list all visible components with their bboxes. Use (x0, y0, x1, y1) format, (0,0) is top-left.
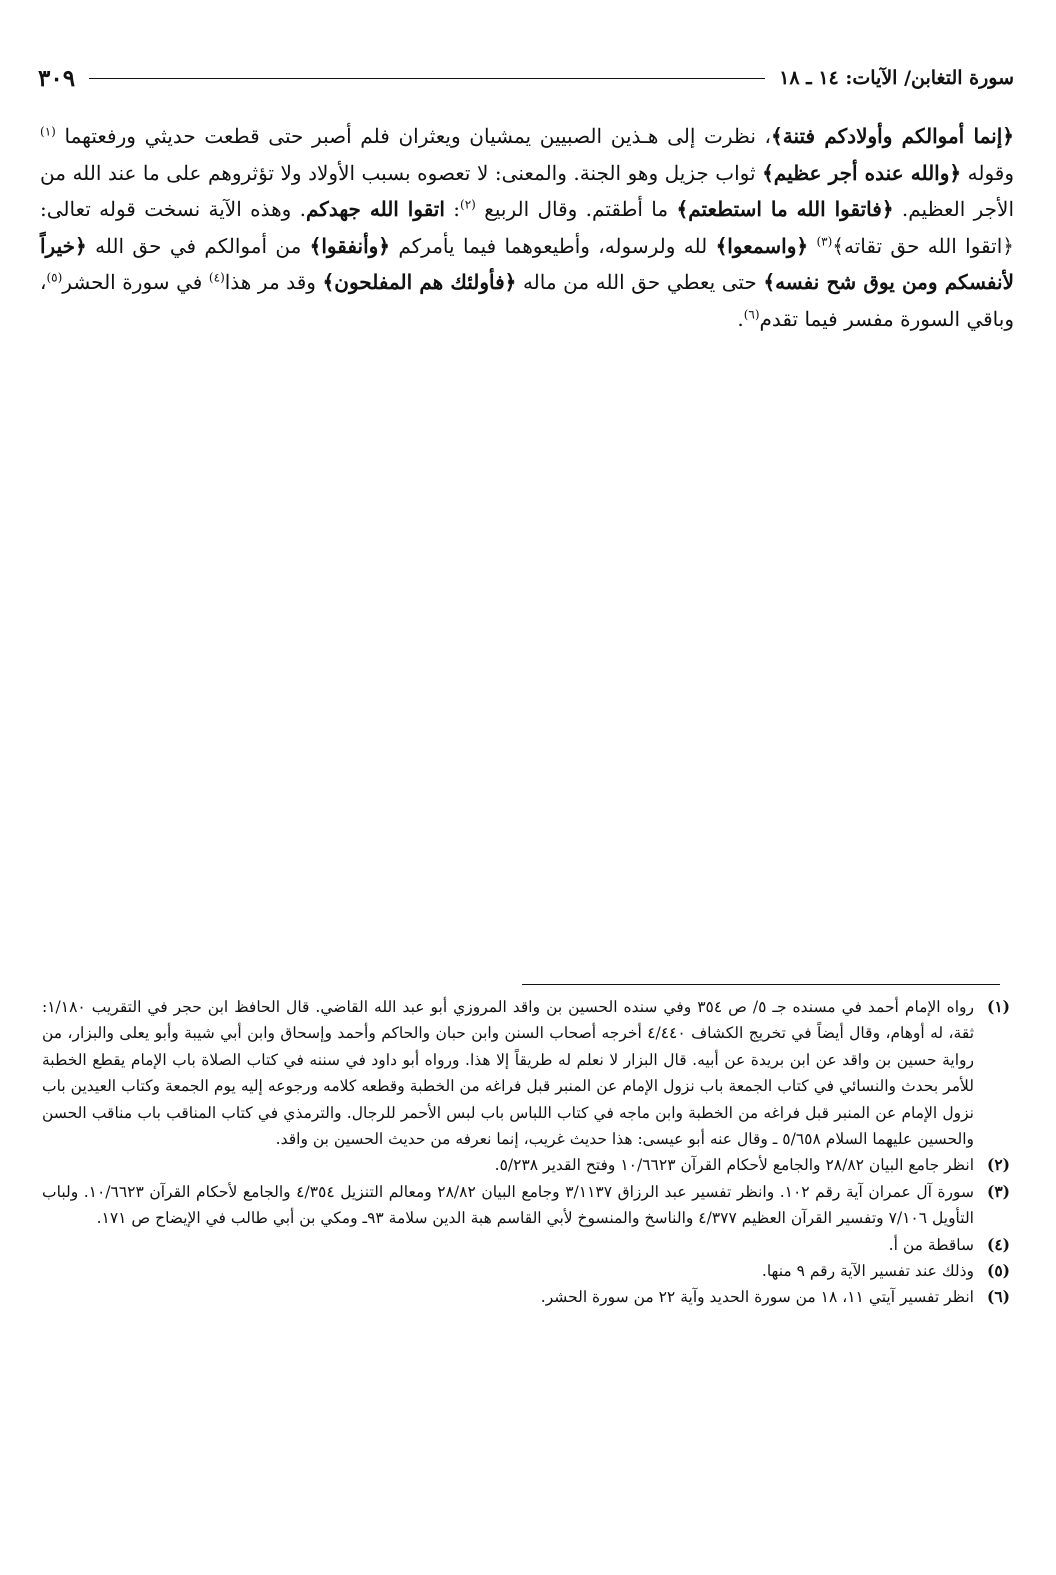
footnote-ref: (٥) (46, 270, 63, 285)
footnote-text: وذلك عند تفسير الآية رقم ٩ منها. (761, 1262, 974, 1281)
text-run: ما أطقتم. وقال الربيع (475, 197, 677, 221)
text-run: لله ولرسوله، وأطيعوهما فيما يأمركم (390, 233, 716, 258)
footnote-item (42, 1152, 1010, 1178)
footnote-text: انظر جامع البيان ٢٨/٨٢ والجامع لأحكام القرآن ١٠/٦٦٢٣ وفتح القدير ٥/٢٣٨. (494, 1156, 974, 1175)
text-run: وقد مر هذا (224, 270, 323, 294)
footnote-number: (٦) (986, 1287, 1010, 1307)
footnote-ref: (٦) (743, 306, 760, 321)
page-number: ٣٠٩ (38, 64, 76, 92)
quran-quote: ﴿وأنفقوا﴾ (309, 233, 390, 258)
quran-quote: ﴿واسمعوا﴾ (715, 233, 809, 258)
footnote-item (42, 1232, 1010, 1258)
text-run: في سورة الحشر (62, 270, 209, 294)
footnote-ref: (٣) (816, 233, 833, 248)
quran-quote: ﴿اتقوا الله حق تقاته﴾ (832, 233, 1014, 258)
commentary-paragraph (40, 118, 1014, 337)
quote-text: اتقوا الله جهدكم (306, 197, 445, 221)
footnote-number: (٥) (986, 1261, 1010, 1281)
quran-quote: ﴿خيراً لأنفسكم ومن يوق شح نفسه﴾ (40, 233, 1015, 294)
text-run: ثواب جزيل وهو الجنة. والمعنى: لا تعصوه بسبب الأولاد ولا تؤثروهم على ما عند الله من الأجر العظيم. (40, 160, 1015, 221)
footnote-ref: (٤) (208, 270, 225, 285)
footnote-text: رواه الإمام أحمد في مسنده جـ ٥/ ص ٣٥٤ وفي سنده الحسين بن واقد المروزي أبو عبد الله القاضي. قال الحافظ ابن حجر في التقريب ١/١٨٠: ثقة، له أوهام، وقال أيضاً في تخريج الكشاف ٤/٤٤٠ أخرجه أصحاب السنن وابن حبان والحاكم وأحمد وإسحاق وابن أبي شيبة وأبو يعلى والبزار، من رواية حسين بن واقد عن ابن بريدة عن أبيه. قال البزار لا نعلم له طريقاً إلا هذا. ورواه أبو داود في سننه في كتاب الصلاة باب الإمام يقطع الخطبة للأمر بحدث والنسائي في كتاب الجمعة باب نزول الإمام عن المنبر قبل فراغه من الخطبة وقطعه كلامه ورجوعه إليه يوم الجمعة وكتاب العيدين باب نزول الإمام عن المنبر قبل فراغه من الخطبة وابن ماجه في كتاب اللباس باب لبس الأحمر للرجال. والترمذي في كتاب المناقب باب مناقب الحسن والحسين عليهما السلام ٥/٦٥٨ ـ وقال عنه أبو عيسى: هذا حديث غريب، إنما نعرفه من حديث الحسين بن واقد. (42, 998, 975, 1149)
text-run: : (444, 197, 461, 221)
quran-quote: ﴿فأولئك هم المفلحون﴾ (322, 270, 517, 294)
quran-quote: ﴿والله عنده أجر عظيم﴾ (762, 160, 962, 185)
footnotes (42, 994, 1010, 1311)
footnote-item (42, 1284, 1010, 1310)
footnote-separator (522, 984, 1000, 985)
footnote-number: (١) (986, 997, 1010, 1016)
main-text (40, 118, 1014, 337)
footnote-text: سورة آل عمران آية رقم ١٠٢. وانظر تفسير عبد الرزاق ٣/١١٣٧ وجامع البيان ٢٨/٨٢ ومعالم التنزيل ٤/٣٥٤ والجامع لأحكام القرآن ١٠/٦٦٢٣. ولباب التأويل ٧/١٠٦ وتفسير القرآن العظيم ٤/٣٧٧ والناسخ والمنسوخ لأبي القاسم هبة الدين سلامة ٩٣ـ ومكي بن أبي طالب في الإيضاح ص ١٧١. (42, 1182, 975, 1228)
text-run: من أموالكم في حق الله (86, 233, 310, 258)
text-run: . وهذه الآية نسخت قوله تعالى: (40, 197, 306, 221)
footnote-ref: (٢) (460, 197, 476, 212)
text-run: ، نظرت إلى هـذين الصبيين يمشيان ويعثران فلم أصبر حتى قطعت حديثي ورفعتهما (64, 124, 772, 148)
text-run: ، وباقي السورة مفسر فيما تقدم (40, 270, 1014, 331)
footnote-number: (٣) (986, 1181, 1010, 1201)
text-run: . (737, 306, 744, 331)
quran-quote: ﴿إنما أموالكم وأولادكم فتنة﴾ (771, 124, 1015, 148)
footnote-number: (٤) (986, 1234, 1010, 1254)
quran-quote: ﴿فاتقوا الله ما استطعتم﴾ (676, 197, 894, 221)
footnote-text: ساقطة من أ. (888, 1235, 974, 1254)
surah-title: سورة التغابن/ الآيات: ١٤ ـ ١٨ (779, 67, 1014, 89)
header-rule (89, 78, 765, 79)
footnote-number: (٢) (986, 1155, 1010, 1175)
footnote-item (42, 1179, 1010, 1232)
footnote-text: انظر تفسير آيتي ١١، ١٨ من سورة الحديد وآية ٢٢ من سورة الحشر. (540, 1288, 974, 1307)
text-run: وقوله (961, 160, 1014, 185)
running-header (38, 60, 1014, 96)
text-run: حتى يعطي حق الله من ماله (516, 270, 764, 294)
footnote-ref: (١) (40, 124, 56, 139)
footnote-item (42, 994, 1010, 1152)
footnote-item (42, 1258, 1010, 1284)
